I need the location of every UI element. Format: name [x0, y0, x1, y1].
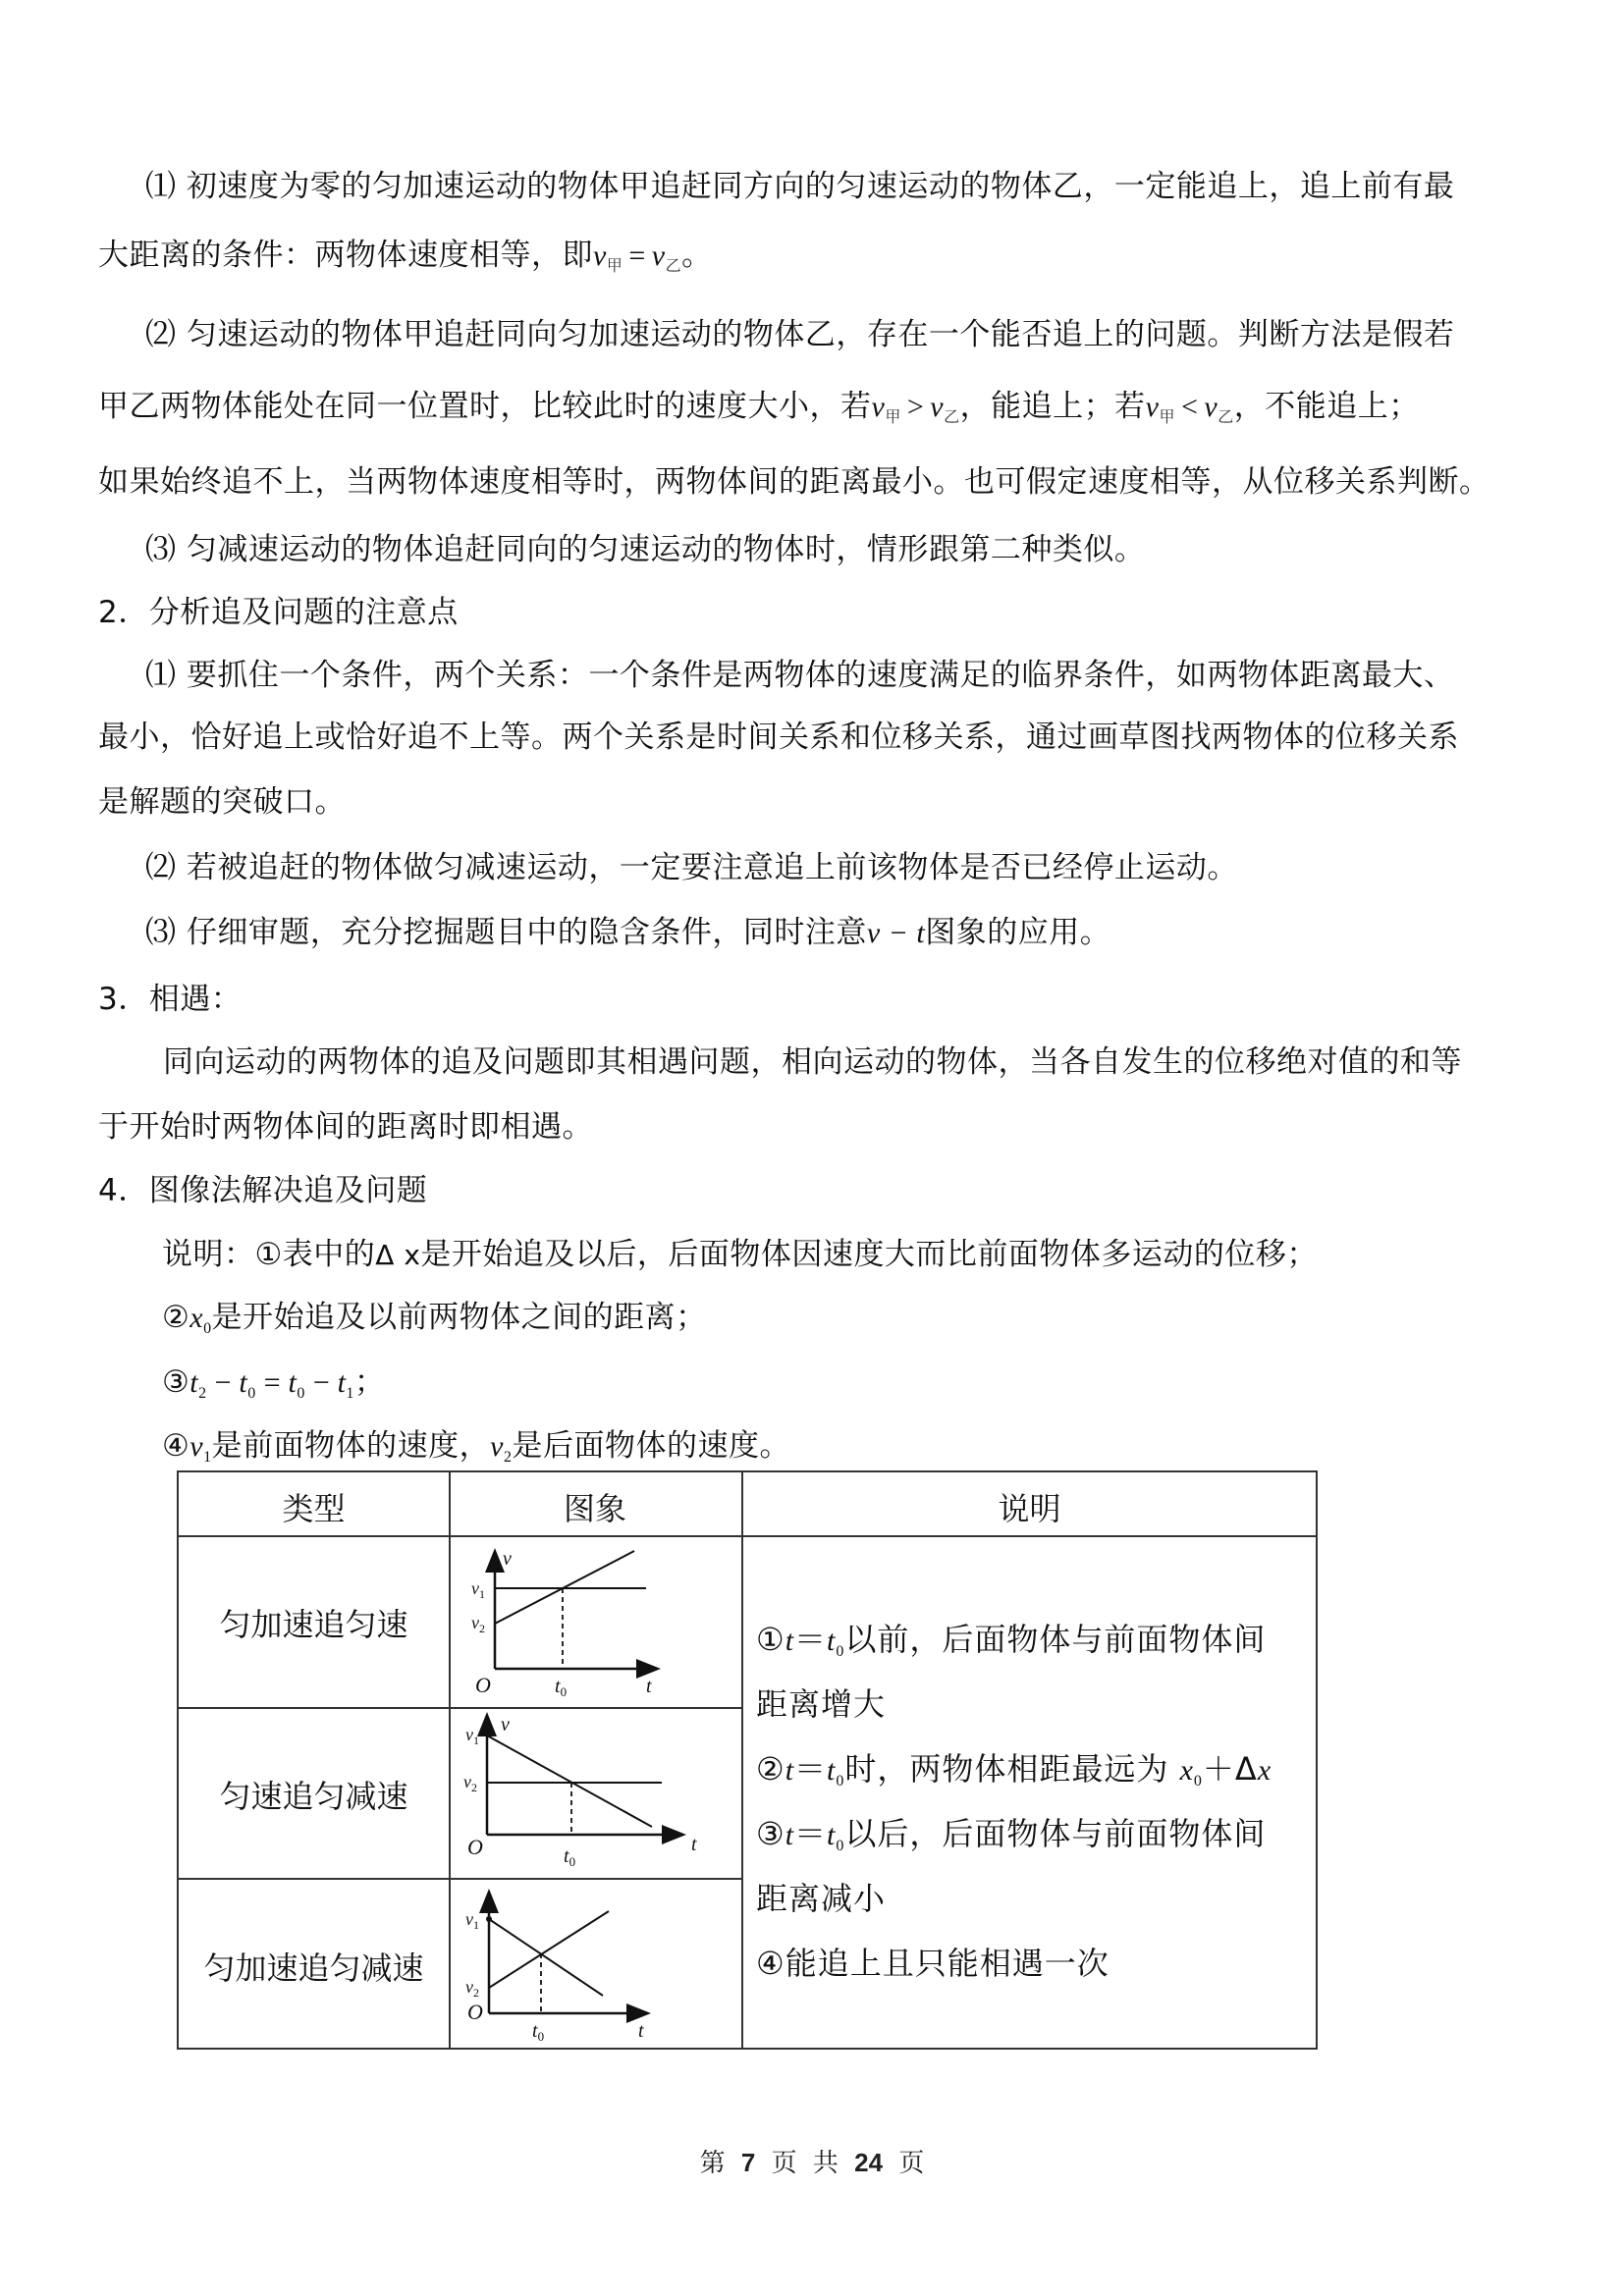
column-divider — [741, 1472, 743, 2048]
text: 是开始追及以后，后面物体因速度大而比前面物体多运动的位移； — [420, 1237, 1318, 1272]
formula-v2: $v_2$ — [490, 1430, 513, 1466]
description-item-1: ①t＝t0以前，后面物体与前面物体间 — [756, 1621, 1267, 1660]
circled-4: ④ — [162, 1428, 190, 1464]
text: ，能追上；若 — [959, 389, 1146, 424]
formula-delta-x: Δ x — [375, 1239, 421, 1271]
formula-v-jia: $v_甲$ — [1145, 391, 1175, 426]
greater-than: > — [906, 391, 925, 423]
text: 是前面物体的速度， — [211, 1428, 491, 1464]
formula-v-yi: $v_乙$ — [651, 240, 682, 275]
section-3-heading: 3．相遇： — [98, 982, 243, 1017]
v2-label: $v_2$ — [471, 1613, 485, 1635]
page-number: 7 — [740, 2148, 756, 2177]
circled-3: ③ — [162, 1364, 190, 1400]
text: 图象的应用。 — [925, 915, 1111, 950]
vt-graph-accel-chasing-decel — [450, 1880, 740, 2049]
formula-v-yi: $v_乙$ — [1204, 391, 1234, 426]
t-axis-label: t — [646, 1676, 652, 1697]
para-2-line-3: 如果始终追不上，当两物体速度相等时，两物体间的距离最小。也可假定速度相等，从位移关系判断。 — [98, 464, 1490, 500]
semicolon: ； — [353, 1364, 386, 1400]
period: 。 — [681, 238, 713, 273]
row-type-1: 匀加速追匀速 — [219, 1606, 408, 1643]
text: ⑶ 仔细审题，充分挖掘题目中的隐含条件，同时注意 — [145, 915, 867, 950]
section-3-line-1: 同向运动的两物体的追及问题即其相遇问题，相向运动的物体，当各自发生的位移绝对值的和等 — [163, 1044, 1462, 1080]
v-axis-label: v — [501, 1714, 510, 1735]
note-2 — [162, 1298, 707, 1349]
description-item-2: ②t＝t0时，两物体相距最远为 x0＋Δx — [756, 1750, 1272, 1789]
decelerating-velocity-line — [489, 1919, 603, 1996]
equals-sign: = — [628, 240, 646, 272]
v-axis-label: v — [503, 1548, 512, 1570]
t-axis-label: t — [691, 1834, 697, 1855]
accelerating-velocity-line — [489, 1911, 609, 1988]
description-item-3-cont: 距离减小 — [756, 1880, 887, 1917]
formula-v-jia: $v_甲$ — [593, 240, 623, 275]
note-1 — [162, 1235, 1318, 1275]
para-1-line-1: ⑴ 初速度为零的匀加速运动的物体甲追赶同方向的匀速运动的物体乙，一定能追上，追上前有最 — [145, 169, 1455, 204]
section-2-item-1-line-3: 是解题的突破口。 — [98, 784, 346, 820]
page-total: 24 — [854, 2148, 884, 2177]
section-3-line-2: 于开始时两物体间的距离时即相遇。 — [98, 1109, 593, 1145]
t-axis-label: t — [638, 2020, 644, 2042]
footer-text: 第 — [699, 2149, 726, 2178]
section-2-item-2: ⑵ 若被追赶的物体做匀减速运动，一定要注意追上前该物体是否已经停止运动。 — [145, 850, 1238, 885]
section-4-heading: 4．图像法解决追及问题 — [98, 1173, 428, 1208]
formula-v-jia: $v_甲$ — [871, 391, 901, 426]
v1-label: $v_1$ — [465, 1725, 479, 1747]
v2-label: $v_2$ — [465, 1977, 479, 2000]
v1-label: $v_1$ — [465, 1909, 479, 1932]
note-3 — [162, 1362, 385, 1414]
section-2-item-1-line-2: 最小，恰好追上或恰好追不上等。两个关系是时间关系和位移关系，通过画草图找两物体的位移关系 — [98, 720, 1459, 755]
text: 是开始追及以前两物体之间的距离； — [211, 1300, 707, 1335]
text: 甲乙两物体能处在同一位置时，比较此时的速度大小，若 — [98, 389, 872, 424]
footer-text: 页 共 — [771, 2149, 839, 2178]
para-2-line-2 — [98, 387, 1420, 437]
row-type-3: 匀加速追匀减速 — [203, 1949, 424, 1987]
para-2-line-1: ⑵ 匀速运动的物体甲追赶同向匀加速运动的物体乙，存在一个能否追上的问题。判断方法是假若 — [145, 317, 1455, 352]
header-graph: 图象 — [563, 1490, 626, 1527]
formula-x0: $x_0$ — [189, 1302, 212, 1337]
formula-v-yi: $v_乙$ — [930, 391, 960, 426]
chase-methods-table — [177, 1470, 1318, 2050]
description-item-1-cont: 距离增大 — [756, 1685, 887, 1723]
t0-label: $t_0$ — [564, 1845, 576, 1869]
header-type: 类型 — [282, 1490, 346, 1527]
text: 是后面物体的速度。 — [512, 1428, 790, 1464]
section-2-item-1-line-1: ⑴ 要抓住一个条件，两个关系：一个条件是两物体的速度满足的临界条件，如两物体距离最大、 — [145, 658, 1455, 693]
footer-text: 页 — [898, 2149, 925, 2178]
origin-label: O — [475, 1673, 491, 1697]
page-footer — [0, 2143, 1624, 2179]
description-item-4: ④能追上且只能相遇一次 — [756, 1945, 1110, 1982]
vt-graph-accel-chasing-uniform — [450, 1537, 740, 1706]
v2-label: $v_2$ — [463, 1772, 477, 1794]
v1-label: $v_1$ — [471, 1578, 485, 1601]
formula-v1: $v_1$ — [189, 1430, 212, 1466]
section-2-heading: 2．分析追及问题的注意点 — [98, 595, 459, 630]
text: ，不能追上； — [1233, 389, 1420, 424]
circled-2: ② — [162, 1300, 190, 1335]
origin-label: O — [467, 1835, 483, 1859]
header-description: 说明 — [998, 1490, 1061, 1527]
t0-label: $t_0$ — [532, 2020, 545, 2044]
section-2-item-3 — [145, 913, 1110, 953]
row-divider — [179, 1535, 1316, 1537]
origin-label: O — [467, 2000, 483, 2024]
t0-label: $t_0$ — [555, 1676, 568, 1699]
description-item-3: ③t＝t0以后，后面物体与前面物体间 — [756, 1815, 1267, 1854]
para-3-line-1: ⑶ 匀减速运动的物体追赶同向的匀速运动的物体时，情形跟第二种类似。 — [145, 532, 1146, 567]
formula-t-relation: $t_2 - t_0 = t_0 - t_1$ — [189, 1366, 354, 1402]
para-1-line-2 — [98, 236, 713, 286]
decelerating-velocity-line — [487, 1735, 652, 1827]
formula-v-t: v − t — [866, 917, 926, 949]
vt-graph-uniform-chasing-decel — [450, 1709, 740, 1878]
v1-point — [486, 1916, 492, 1922]
row-type-2: 匀速追匀减速 — [219, 1778, 408, 1815]
text: 大距离的条件：两物体速度相等，即 — [98, 238, 593, 273]
text: 说明：①表中的 — [162, 1237, 376, 1272]
less-than: < — [1180, 391, 1199, 423]
